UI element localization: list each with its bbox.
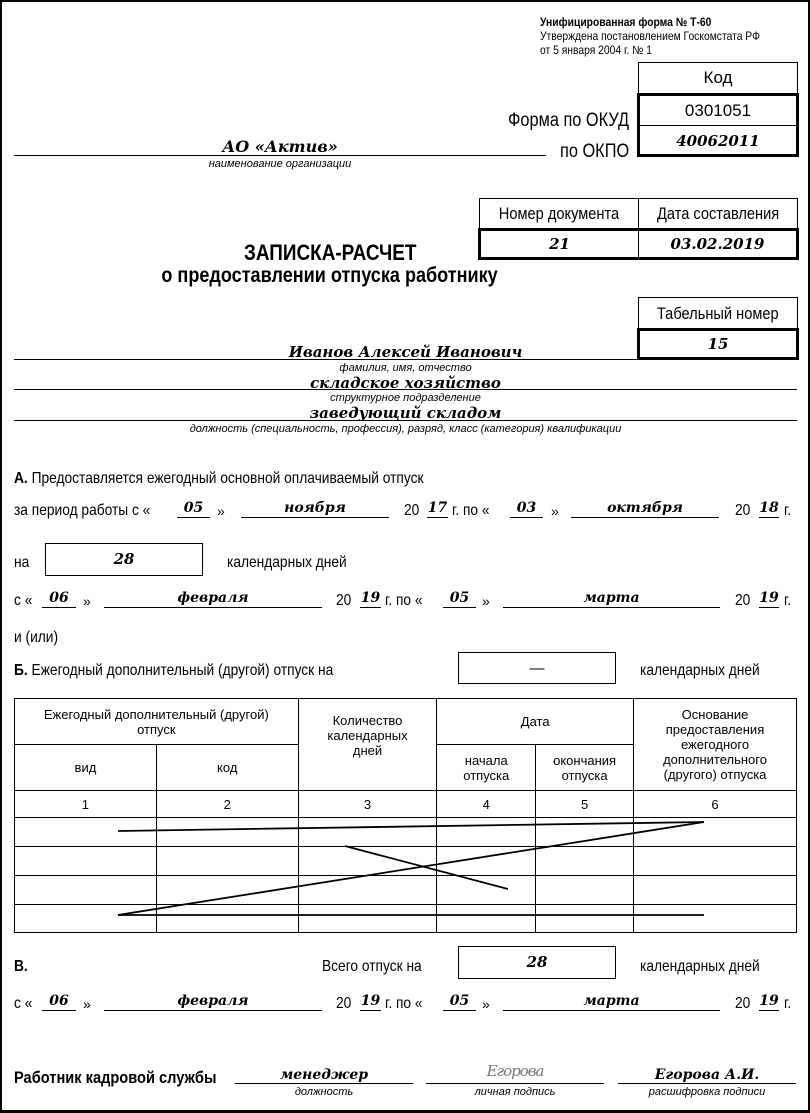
signature-caption: личная подпись xyxy=(474,1086,556,1098)
strike-line-cross xyxy=(345,846,508,889)
period-to-month: октября xyxy=(571,500,719,518)
th-days-count-text: Количество календарных дней xyxy=(327,713,408,758)
th-start-date-text: начала отпуска xyxy=(463,752,510,783)
quote-close: » xyxy=(83,593,91,609)
approved-line-1: Утверждена постановлением Госкомстата РФ xyxy=(540,29,760,43)
th-group-vacation-text: Ежегодный дополнительный (другой) отпуск xyxy=(43,706,269,737)
position-caption: должность (специальность, профессия), разряд, класс (категория) квалификации xyxy=(189,423,622,435)
period-to-day: 03 xyxy=(510,500,543,518)
okpo-label: по ОКПО xyxy=(560,141,630,162)
code-label: Код xyxy=(703,68,733,87)
form-title: Унифицированная форма № Т-60 xyxy=(540,15,712,29)
vacation-days-value: 28 xyxy=(113,550,135,568)
th-date-group-text: Дата xyxy=(520,714,550,729)
employee-position: заведующий складом xyxy=(309,404,502,422)
col-number: 4 xyxy=(437,791,536,818)
year-prefix: 20 xyxy=(336,995,352,1012)
department-caption: структурное подразделение xyxy=(330,392,481,404)
document-subtitle-text: о предоставлении отпуска работнику xyxy=(161,264,499,287)
col-number: 3 xyxy=(298,791,437,818)
vacation-from-month: февраля xyxy=(104,590,322,608)
okud-label: Форма по ОКУД xyxy=(508,110,630,131)
year-prefix: 20 xyxy=(735,592,751,609)
signer-name: Егорова А.И. xyxy=(654,1067,760,1083)
on-label: на xyxy=(14,554,30,571)
handwritten-signature: Егорова xyxy=(486,1062,544,1080)
organization-name: АО «Актив» xyxy=(222,137,338,156)
year-suffix: г. xyxy=(784,502,792,519)
year-prefix: 20 xyxy=(735,995,751,1012)
doc-date-label-text: Дата составления xyxy=(657,204,780,223)
additional-days-value: — xyxy=(529,659,545,677)
to-prefix: г. по « xyxy=(452,502,490,519)
total-to-day: 05 xyxy=(443,993,476,1011)
vacation-to-day: 05 xyxy=(443,590,476,608)
section-b-letter: Б. xyxy=(14,662,28,679)
th-code-text: код xyxy=(217,760,238,775)
col-number: 5 xyxy=(536,791,634,818)
doc-number-text: 21 xyxy=(549,235,570,253)
signer-position: менеджер xyxy=(279,1067,369,1083)
section-a-letter: А. xyxy=(14,470,28,487)
organization-caption: наименование организации xyxy=(208,158,352,170)
total-to-year: 19 xyxy=(759,993,779,1009)
col-number: 6 xyxy=(634,791,797,818)
hr-employee-label: Работник кадровой службы xyxy=(14,1068,217,1087)
to-prefix: г. по « xyxy=(385,995,423,1012)
section-b-days-label: календарных дней xyxy=(640,662,760,679)
total-label: Всего отпуск на xyxy=(322,958,422,975)
employee-name: Иванов Алексей Иванович xyxy=(288,343,523,361)
section-v-letter: В. xyxy=(14,958,28,975)
total-days-value: 28 xyxy=(526,953,548,971)
employee-name-caption: фамилия, имя, отчество xyxy=(339,362,472,374)
th-type-text: вид xyxy=(74,760,97,775)
days-label: календарных дней xyxy=(227,554,347,571)
total-to-month: марта xyxy=(503,993,720,1011)
col-number: 2 xyxy=(156,791,298,818)
year-prefix: 20 xyxy=(336,592,352,609)
total-from-year: 19 xyxy=(360,993,381,1009)
quote-close: » xyxy=(482,996,490,1012)
signer-name-line xyxy=(618,1083,796,1084)
section-a-text: Предоставляется ежегодный основной оплачиваемый отпуск xyxy=(31,470,424,487)
quote-close: » xyxy=(217,503,225,519)
year-prefix: 20 xyxy=(735,502,751,519)
signer-position-caption: должность xyxy=(294,1086,354,1098)
document-title-text: ЗАПИСКА-РАСЧЕТ xyxy=(243,240,417,265)
th-end-date-text: окончания отпуска xyxy=(553,752,617,783)
strike-line-top xyxy=(118,822,704,831)
total-from-month: февраля xyxy=(104,993,322,1011)
from-prefix: с « xyxy=(14,995,33,1012)
strike-line-diagonal xyxy=(118,822,704,915)
period-from-year: 17 xyxy=(427,500,448,516)
tab-number-text: 15 xyxy=(707,335,729,353)
doc-date-text: 03.02.2019 xyxy=(670,235,765,253)
approved-line-2: от 5 января 2004 г. № 1 xyxy=(540,43,652,57)
year-prefix: 20 xyxy=(404,502,420,519)
signature-line xyxy=(426,1083,604,1084)
section-b-text: Ежегодный дополнительный (другой) отпуск на xyxy=(31,662,334,679)
signer-position-line xyxy=(235,1083,413,1084)
quote-close: » xyxy=(551,503,559,519)
period-from-month: ноября xyxy=(241,500,389,518)
total-from-day: 06 xyxy=(42,993,76,1011)
from-prefix: с « xyxy=(14,592,33,609)
period-to-year: 18 xyxy=(759,500,779,516)
year-suffix: г. xyxy=(784,592,792,609)
doc-number-label-text: Номер документа xyxy=(498,204,619,223)
to-prefix: г. по « xyxy=(385,592,423,609)
tab-number-label-text: Табельный номер xyxy=(657,303,779,323)
and-or-label: и (или) xyxy=(14,629,59,646)
okud-value-text: 0301051 xyxy=(684,100,752,120)
section-v-days-label: календарных дней xyxy=(640,958,760,975)
signer-name-caption: расшифровка подписи xyxy=(648,1086,766,1098)
period-from-day: 05 xyxy=(177,500,210,518)
vacation-to-year: 19 xyxy=(759,590,779,606)
vacation-from-day: 06 xyxy=(42,590,76,608)
okpo-value-text: 40062011 xyxy=(676,132,760,150)
quote-close: » xyxy=(83,996,91,1012)
vacation-from-year: 19 xyxy=(360,590,381,606)
period-prefix: за период работы с « xyxy=(14,502,151,519)
employee-department: складское хозяйство xyxy=(310,374,501,392)
year-suffix: г. xyxy=(784,995,792,1012)
col-number: 1 xyxy=(15,791,157,818)
th-basis-text: Основание предоставления ежегодного дополнительного (другого) отпуска xyxy=(663,707,767,782)
total-days-field xyxy=(458,946,616,979)
quote-close: » xyxy=(482,593,490,609)
vacation-to-month: марта xyxy=(503,590,720,608)
